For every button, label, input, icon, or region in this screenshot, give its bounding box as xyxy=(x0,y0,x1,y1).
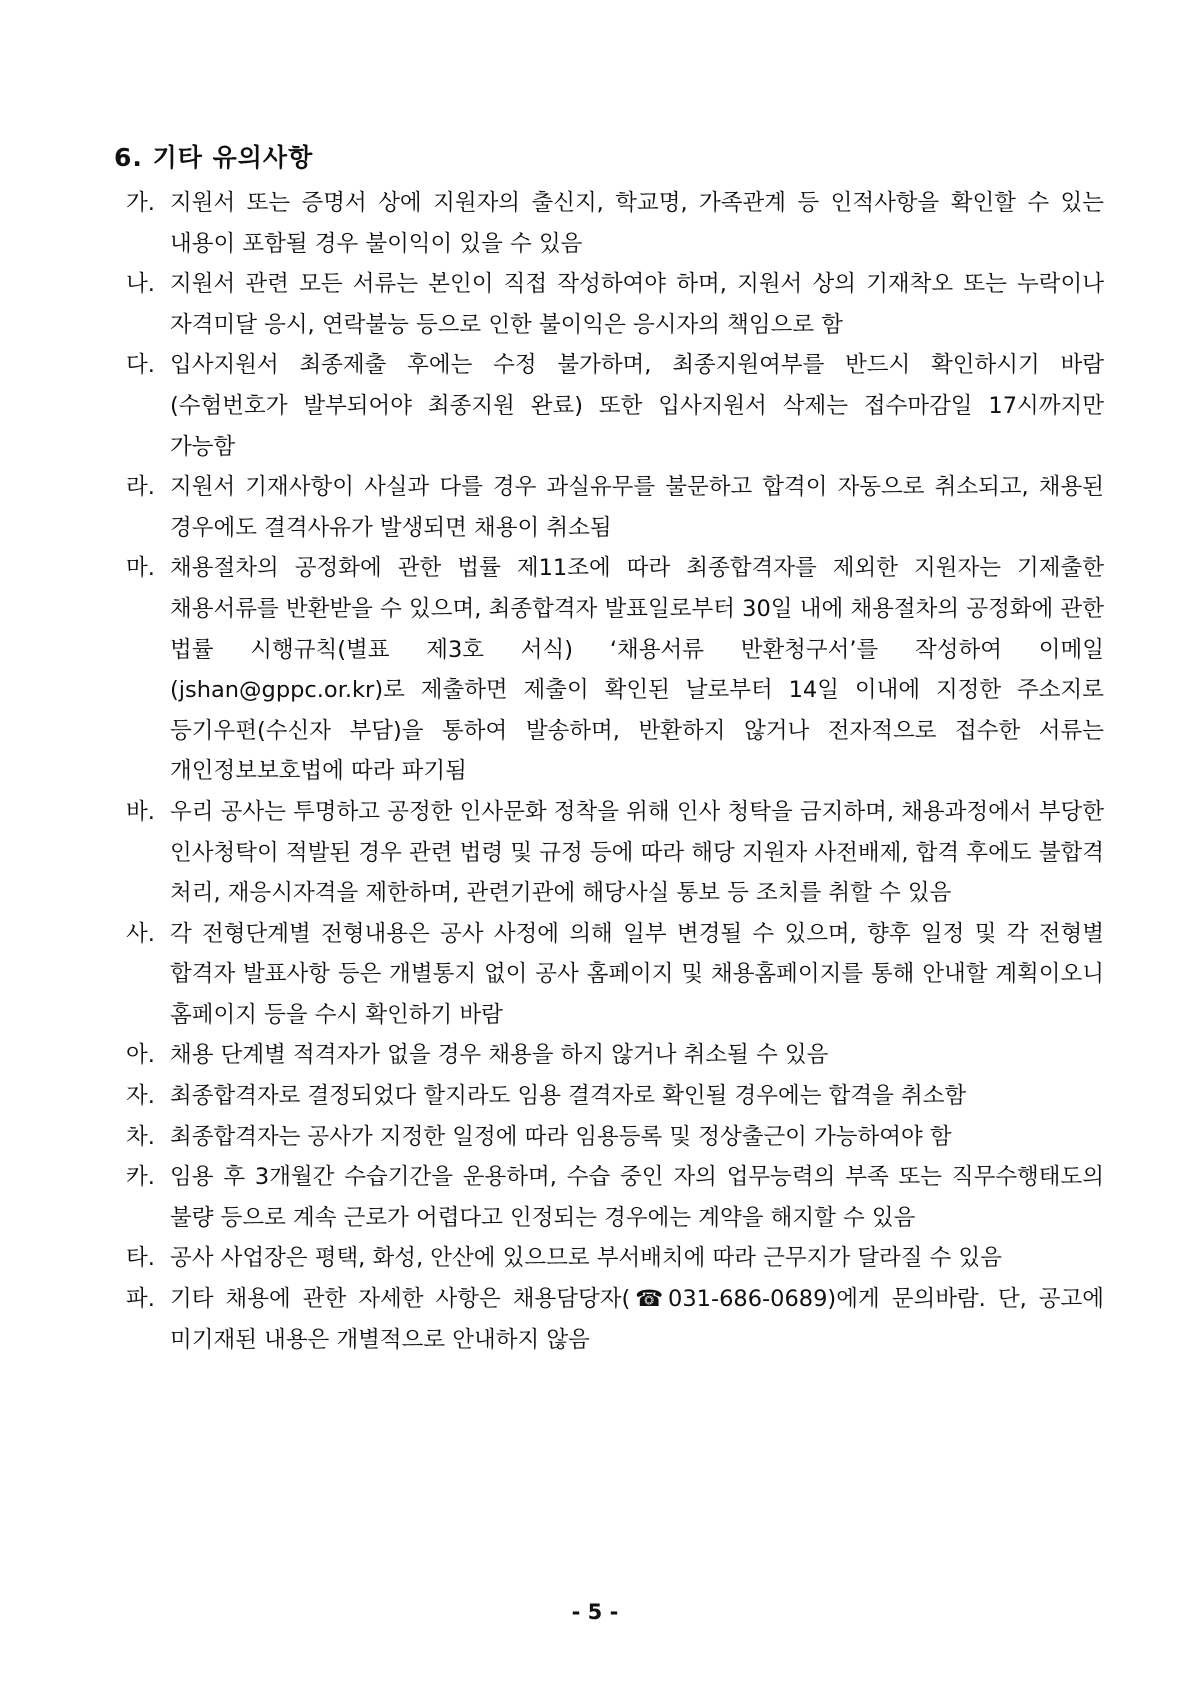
section-heading xyxy=(114,138,313,174)
notice-item-ma xyxy=(126,548,1104,792)
item-marker: 아. xyxy=(126,1042,155,1069)
notice-item-na xyxy=(126,264,1104,345)
notice-list xyxy=(126,183,1104,1360)
item-text: 지원서 기재사항이 사실과 다를 경우 과실유무를 불문하고 합격이 자동으로 취소되고, 채용된 경우에도 결격사유가 발생되면 채용이 취소됨 xyxy=(170,474,1104,541)
item-text: 기타 채용에 관한 자세한 사항은 채용담당자(☎031-686-0689)에게 문의바람. 단, 공고에 미기재된 내용은 개별적으로 안내하지 않음 xyxy=(170,1286,1104,1353)
item-marker: 나. xyxy=(126,271,155,298)
item-text: 임용 후 3개월간 수습기간을 운용하며, 수습 중인 자의 업무능력의 부족 또는 직무수행태도의 불량 등으로 계속 근로가 어렵다고 인정되는 경우에는 계약을 해지할 수 있음 xyxy=(170,1164,1104,1231)
item-text: 채용 단계별 적격자가 없을 경우 채용을 하지 않거나 취소될 수 있음 xyxy=(170,1042,829,1069)
notice-item-a xyxy=(126,1035,1104,1076)
item-text: 지원서 관련 모든 서류는 본인이 직접 작성하여야 하며, 지원서 상의 기재착오 또는 누락이나 자격미달 응시, 연락불능 등으로 인한 불이익은 응시자의 책임으로 함 xyxy=(170,271,1104,338)
item-text: 채용절차의 공정화에 관한 법률 제11조에 따라 최종합격자를 제외한 지원자는 기제출한 채용서류를 반환받을 수 있으며, 최종합격자 발표일로부터 30일 내에 채용절차의 공정화에 관한 법률 시행규칙(별표 제3호 서식) ‘채용서류 반환청구서’를 작성하여 이메일(jshan@gppc.or.kr)로 제출하면 제출이 확인된 날로부터 14일 이내에 지정한 주소지로 등기우편(수신자 부담)을 통하여 발송하며, 반환하지 않거나 전자적으로 접수한 서류는 개인정보보호법에 따라 파기됨 xyxy=(170,555,1104,785)
item-marker: 라. xyxy=(126,474,155,501)
notice-item-ra xyxy=(126,467,1104,548)
notice-item-ba xyxy=(126,792,1104,914)
notice-item-sa xyxy=(126,914,1104,1036)
notice-item-ga xyxy=(126,183,1104,264)
item-text: 공사 사업장은 평택, 화성, 안산에 있으므로 부서배치에 따라 근무지가 달라질 수 있음 xyxy=(170,1245,1002,1272)
item-text: 각 전형단계별 전형내용은 공사 사정에 의해 일부 변경될 수 있으며, 향후 일정 및 각 전형별 합격자 발표사항 등은 개별통지 없이 공사 홈페이지 및 채용홈페이지를 통해 안내할 계획이오니 홈페이지 등을 수시 확인하기 바람 xyxy=(170,920,1104,1028)
item-marker: 자. xyxy=(126,1083,155,1110)
notice-item-cha xyxy=(126,1117,1104,1158)
item-marker: 타. xyxy=(126,1245,155,1272)
item-marker: 파. xyxy=(126,1286,155,1313)
item-marker: 사. xyxy=(126,920,155,947)
item-marker: 가. xyxy=(126,190,155,216)
notice-item-ka xyxy=(126,1157,1104,1238)
item-text: 입사지원서 최종제출 후에는 수정 불가하며, 최종지원여부를 반드시 확인하시기 바람 (수험번호가 발부되어야 최종지원 완료) 또한 입사지원서 삭제는 접수마감일 17시까지만 가능함 xyxy=(170,352,1104,460)
item-marker: 바. xyxy=(126,798,155,825)
page-number: - 5 - xyxy=(571,1600,619,1624)
notice-item-ta xyxy=(126,1238,1104,1279)
item-marker: 카. xyxy=(126,1164,155,1191)
item-text: 최종합격자는 공사가 지정한 일정에 따라 임용등록 및 정상출근이 가능하여야 함 xyxy=(170,1123,952,1150)
section-title: 기타 유의사항 xyxy=(152,143,314,172)
item-marker: 다. xyxy=(126,352,155,379)
item-text: 지원서 또는 증명서 상에 지원자의 출신지, 학교명, 가족관계 등 인적사항을 확인할 수 있는 내용이 포함될 경우 불이익이 있을 수 있음 xyxy=(170,190,1104,257)
item-marker: 차. xyxy=(126,1123,155,1150)
notice-item-pa xyxy=(126,1279,1104,1360)
item-marker: 마. xyxy=(126,555,155,582)
notice-item-da xyxy=(126,345,1104,467)
item-text: 우리 공사는 투명하고 공정한 인사문화 정착을 위해 인사 청탁을 금지하며, 채용과정에서 부당한 인사청탁이 적발된 경우 관련 법령 및 규정 등에 따라 해당 지원자 사전배제, 합격 후에도 불합격 처리, 재응시자격을 제한하며, 관련기관에 해당사실 통보 등 조치를 취할 수 있음 xyxy=(170,798,1104,907)
item-text: 최종합격자로 결정되었다 할지라도 임용 결격자로 확인될 경우에는 합격을 취소함 xyxy=(170,1083,967,1110)
section-number: 6. xyxy=(114,143,143,172)
notice-item-ja xyxy=(126,1076,1104,1117)
